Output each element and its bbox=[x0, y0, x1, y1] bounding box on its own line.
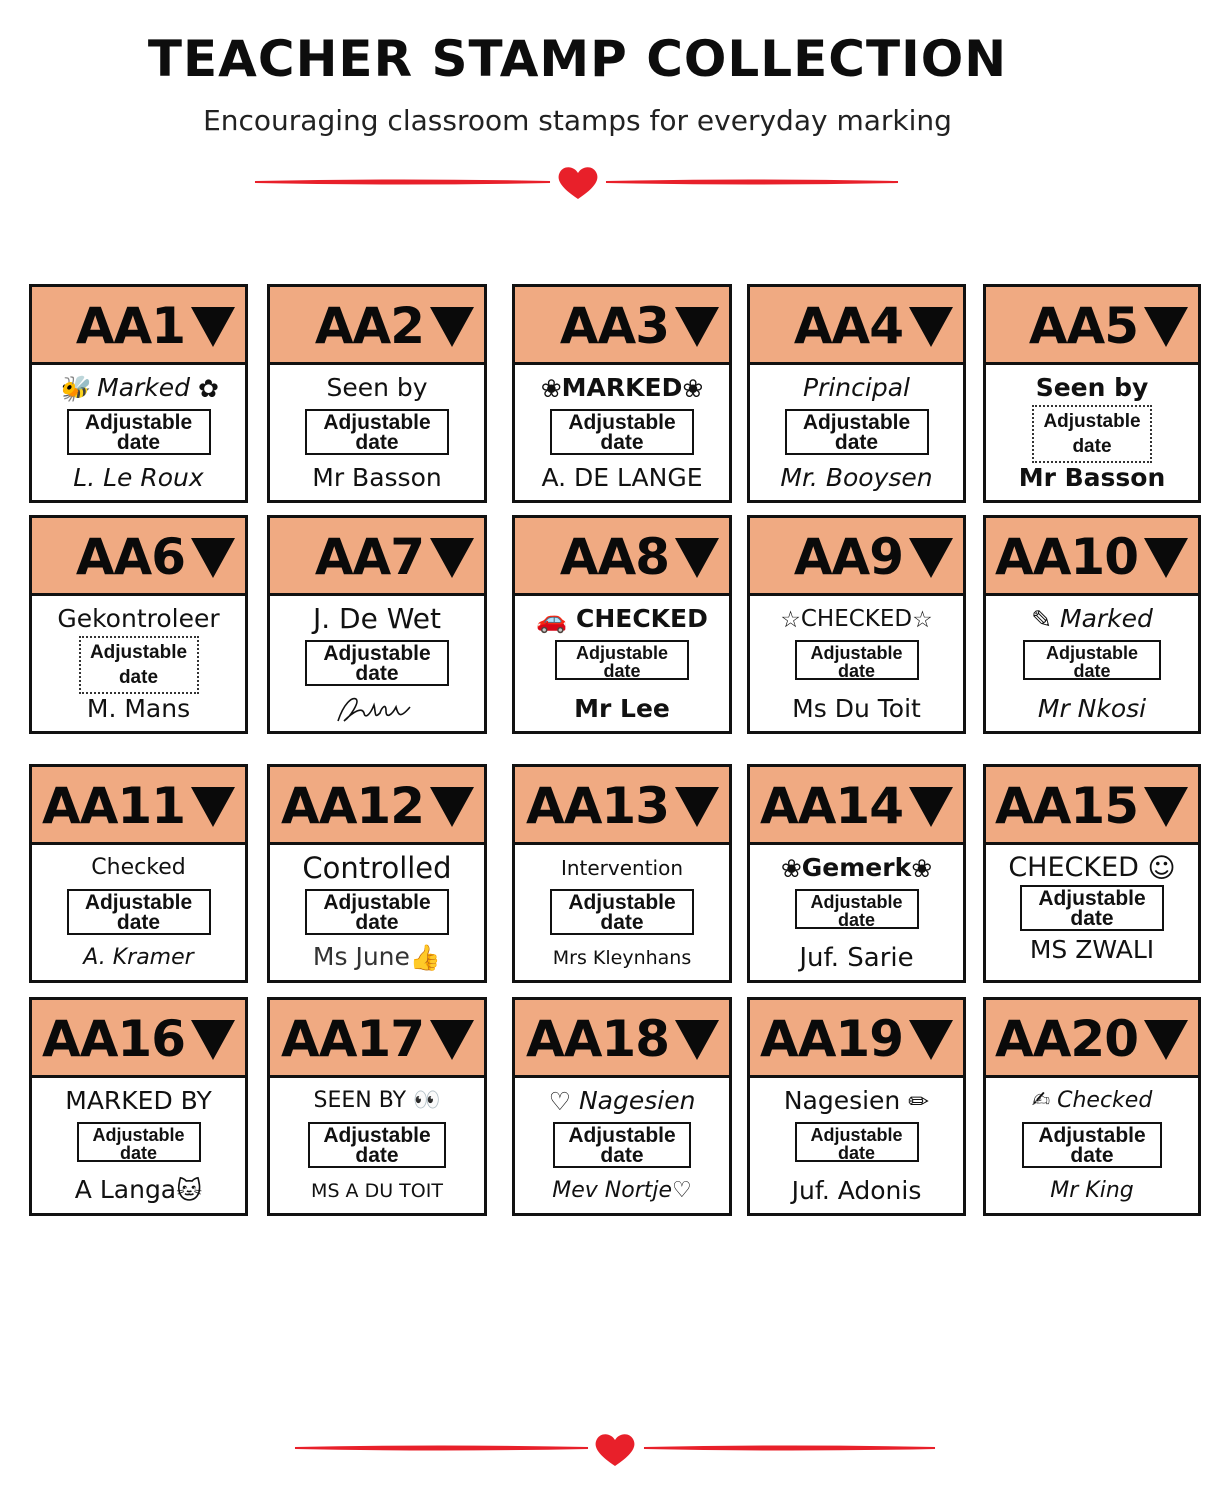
dropdown-triangle-icon bbox=[675, 307, 719, 347]
dropdown-triangle-icon bbox=[191, 307, 235, 347]
stamp-line1: SEEN BY 👀 bbox=[270, 1084, 484, 1118]
stamp-card[interactable] bbox=[512, 764, 732, 983]
stamp-body bbox=[515, 1078, 729, 1213]
stamp-card[interactable] bbox=[747, 515, 966, 734]
date-box: Adjustable date bbox=[67, 409, 211, 455]
stamp-body bbox=[750, 845, 963, 980]
stamp-body bbox=[986, 596, 1198, 731]
stamp-code: AA2 bbox=[314, 297, 424, 355]
stamp-teacher-name: Ms Du Toit bbox=[792, 694, 921, 723]
stamp-card[interactable] bbox=[983, 284, 1201, 503]
stamp-header bbox=[750, 287, 963, 365]
dropdown-triangle-icon bbox=[1144, 307, 1188, 347]
signature-icon bbox=[330, 693, 420, 727]
stamp-code: AA17 bbox=[281, 1010, 424, 1068]
stamp-header bbox=[986, 1000, 1198, 1078]
stamp-code: AA5 bbox=[1028, 297, 1138, 355]
dropdown-triangle-icon bbox=[430, 307, 474, 347]
stamp-header bbox=[270, 287, 484, 365]
stamp-header bbox=[986, 287, 1198, 365]
writing-hand-icon: ✍ bbox=[1031, 1088, 1051, 1113]
abc-icon: ✎ bbox=[1031, 605, 1053, 634]
date-box: Adjustable date bbox=[67, 889, 211, 935]
dropdown-triangle-icon bbox=[909, 307, 953, 347]
star-icon: ☆ bbox=[780, 606, 801, 633]
stamp-teacher-name: Juf. Adonis bbox=[791, 1176, 922, 1205]
stamp-header bbox=[515, 518, 729, 596]
stamp-header bbox=[32, 767, 245, 845]
date-box: Adjustable date bbox=[553, 1122, 691, 1168]
stamp-line1: ✎ Marked bbox=[986, 602, 1198, 637]
dropdown-triangle-icon bbox=[191, 787, 235, 827]
stamp-code: AA20 bbox=[995, 1010, 1138, 1068]
date-box: Adjustable date bbox=[77, 1122, 201, 1162]
stamp-card[interactable] bbox=[983, 515, 1201, 734]
stamp-body bbox=[32, 365, 245, 500]
stamp-teacher-name: A Langa🐱 bbox=[74, 1175, 203, 1205]
date-box: Adjustable date bbox=[1032, 405, 1152, 463]
dropdown-triangle-icon bbox=[430, 787, 474, 827]
hearts-icon: ♡ bbox=[672, 1178, 692, 1203]
stamp-line1: CHECKED ☺ bbox=[1008, 852, 1176, 884]
stamp-line1: Seen by bbox=[326, 373, 428, 402]
stamp-body bbox=[32, 596, 245, 731]
stamp-body bbox=[270, 1078, 484, 1213]
flower-icon: ❀ bbox=[682, 374, 704, 403]
stamp-line1: ✍ Checked bbox=[986, 1084, 1198, 1118]
stamp-code: AA9 bbox=[793, 528, 903, 586]
dropdown-triangle-icon bbox=[1144, 787, 1188, 827]
date-box: Adjustable date bbox=[1023, 640, 1161, 680]
stamp-teacher-name: Mev Nortje♡ bbox=[515, 1175, 729, 1207]
stamp-header bbox=[270, 1000, 484, 1078]
dropdown-triangle-icon bbox=[909, 538, 953, 578]
flower-icon: ✿ bbox=[198, 374, 219, 403]
stamp-teacher-name: MS A DU TOIT bbox=[311, 1180, 443, 1202]
stamp-card[interactable] bbox=[983, 764, 1201, 983]
stamp-line1: Seen by bbox=[1035, 373, 1149, 402]
stamp-body bbox=[986, 1078, 1198, 1213]
flower-icon: ❀ bbox=[780, 854, 802, 883]
stamp-body bbox=[515, 596, 729, 731]
stamp-code: AA7 bbox=[314, 528, 424, 586]
stamp-header bbox=[32, 1000, 245, 1078]
stamp-card[interactable] bbox=[512, 515, 732, 734]
stamp-card[interactable] bbox=[747, 284, 966, 503]
stamp-line1: Intervention bbox=[560, 856, 684, 880]
thumbs-up-icon: 👍 bbox=[409, 943, 442, 972]
stamp-body bbox=[515, 845, 729, 980]
stamp-code: AA16 bbox=[42, 1010, 185, 1068]
date-box: Adjustable date bbox=[305, 889, 449, 935]
date-box: Adjustable date bbox=[550, 409, 694, 455]
date-box: Adjustable date bbox=[305, 409, 449, 455]
stamp-body bbox=[270, 845, 484, 980]
date-box: Adjustable date bbox=[555, 640, 689, 680]
cat-icon: 🐱 bbox=[176, 1176, 203, 1205]
stamp-header bbox=[515, 1000, 729, 1078]
stamp-teacher-name: M. Mans bbox=[86, 694, 191, 723]
stamp-body bbox=[270, 365, 484, 500]
stamp-card[interactable] bbox=[29, 284, 248, 503]
stamp-card[interactable] bbox=[267, 515, 487, 734]
stamp-body bbox=[750, 1078, 963, 1213]
date-box: Adjustable date bbox=[795, 889, 919, 929]
stamp-body bbox=[750, 365, 963, 500]
stamp-body bbox=[986, 845, 1198, 980]
stamp-line1: 🐝 Marked ✿ bbox=[32, 371, 245, 406]
dropdown-triangle-icon bbox=[909, 787, 953, 827]
stamp-code: AA13 bbox=[526, 777, 669, 835]
date-box: Adjustable date bbox=[550, 889, 694, 935]
flower-icon: ❀ bbox=[911, 854, 933, 883]
stamp-code: AA4 bbox=[793, 297, 903, 355]
stamp-line1: MARKED BY bbox=[65, 1086, 212, 1115]
stamp-code: AA3 bbox=[559, 297, 669, 355]
stamp-card[interactable] bbox=[512, 284, 732, 503]
stamp-line1: Checked bbox=[91, 855, 186, 880]
star-icon: ☆ bbox=[912, 606, 933, 633]
stamp-header bbox=[270, 518, 484, 596]
stamp-line1: Controlled bbox=[302, 851, 452, 885]
stamp-body bbox=[750, 596, 963, 731]
stamp-header bbox=[986, 518, 1198, 596]
pencil-ruler-icon: ✏ bbox=[908, 1087, 930, 1116]
dropdown-triangle-icon bbox=[191, 1020, 235, 1060]
stamp-teacher-name: Mr Basson bbox=[1018, 463, 1166, 492]
stamp-code: AA18 bbox=[526, 1010, 669, 1068]
stamp-card[interactable] bbox=[267, 764, 487, 983]
stamp-line1: 🚗 CHECKED bbox=[515, 602, 729, 637]
dropdown-triangle-icon bbox=[430, 1020, 474, 1060]
stamp-line1: ♡ Nagesien bbox=[515, 1084, 729, 1119]
date-box: Adjustable date bbox=[305, 640, 449, 686]
stamp-code: AA15 bbox=[995, 777, 1138, 835]
dropdown-triangle-icon bbox=[909, 1020, 953, 1060]
stamp-card[interactable] bbox=[267, 284, 487, 503]
stamp-body bbox=[270, 596, 484, 731]
stamp-card[interactable] bbox=[747, 764, 966, 983]
stamp-teacher-name: Mr Basson bbox=[312, 463, 442, 492]
page-subtitle: Encouraging classroom stamps for everyday marking bbox=[203, 104, 952, 137]
stamp-body bbox=[515, 365, 729, 500]
date-box: Adjustable date bbox=[795, 1122, 919, 1162]
page-title: TEACHER STAMP COLLECTION bbox=[147, 30, 1008, 88]
stamp-teacher-name: Mr King bbox=[1050, 1178, 1134, 1203]
stamp-body bbox=[32, 1078, 245, 1213]
stamp-header bbox=[750, 767, 963, 845]
hearts-icon: ♡ bbox=[548, 1087, 571, 1116]
stamp-code: AA10 bbox=[995, 528, 1138, 586]
stamp-body bbox=[986, 365, 1198, 500]
dropdown-triangle-icon bbox=[430, 538, 474, 578]
stamp-code: AA1 bbox=[75, 297, 185, 355]
dropdown-triangle-icon bbox=[191, 538, 235, 578]
stamp-line1: Nagesien ✏ bbox=[750, 1084, 963, 1119]
stamp-header bbox=[270, 767, 484, 845]
stamp-card[interactable] bbox=[747, 997, 966, 1216]
stamp-header bbox=[515, 767, 729, 845]
dropdown-triangle-icon bbox=[675, 538, 719, 578]
dropdown-triangle-icon bbox=[675, 787, 719, 827]
stamp-code: AA11 bbox=[42, 777, 185, 835]
stamp-teacher-name: Mrs Kleynhans bbox=[552, 947, 692, 969]
stamp-card[interactable] bbox=[29, 515, 248, 734]
stamp-teacher-name: Mr Nkosi bbox=[1037, 694, 1147, 723]
dropdown-triangle-icon bbox=[1144, 1020, 1188, 1060]
stamp-teacher-name: Juf. Sarie bbox=[799, 943, 914, 973]
date-box: Adjustable date bbox=[795, 640, 919, 680]
date-box: Adjustable date bbox=[308, 1122, 446, 1168]
stamp-header bbox=[515, 287, 729, 365]
dropdown-triangle-icon bbox=[675, 1020, 719, 1060]
stamp-teacher-name: A. DE LANGE bbox=[541, 463, 703, 492]
date-box: Adjustable date bbox=[785, 409, 929, 455]
stamp-line1: ☆CHECKED☆ bbox=[750, 602, 963, 637]
smiley-icon: ☺ bbox=[1147, 852, 1176, 884]
stamp-code: AA14 bbox=[760, 777, 903, 835]
stamp-card[interactable] bbox=[267, 997, 487, 1216]
stamp-line1: ❀MARKED❀ bbox=[515, 371, 729, 406]
stamp-teacher-name: Ms June👍 bbox=[312, 942, 442, 972]
stamp-card[interactable] bbox=[983, 997, 1201, 1216]
stamp-body bbox=[32, 845, 245, 980]
stamp-card[interactable] bbox=[29, 997, 248, 1216]
stamp-code: AA12 bbox=[281, 777, 424, 835]
date-box: Adjustable date bbox=[79, 636, 199, 694]
bee-icon: 🐝 bbox=[58, 374, 90, 403]
stamp-header bbox=[986, 767, 1198, 845]
stamp-header bbox=[750, 1000, 963, 1078]
stamp-header bbox=[32, 287, 245, 365]
eyes-icon: 👀 bbox=[413, 1088, 441, 1113]
stamp-teacher-name: Mr. Booysen bbox=[780, 463, 933, 492]
stamp-code: AA19 bbox=[760, 1010, 903, 1068]
stamp-header bbox=[750, 518, 963, 596]
stamp-teacher-name: A. Kramer bbox=[83, 945, 194, 970]
stamp-code: AA8 bbox=[559, 528, 669, 586]
car-icon: 🚗 bbox=[536, 605, 568, 634]
stamp-line1: Principal bbox=[803, 373, 910, 402]
stamp-teacher-name: MS ZWALI bbox=[1029, 935, 1155, 964]
stamp-teacher-name: L. Le Roux bbox=[73, 463, 204, 492]
stamp-header bbox=[32, 518, 245, 596]
stamp-card[interactable] bbox=[512, 997, 732, 1216]
dropdown-triangle-icon bbox=[1144, 538, 1188, 578]
stamp-teacher-name: Mr Lee bbox=[574, 694, 670, 723]
stamp-code: AA6 bbox=[75, 528, 185, 586]
stamp-card[interactable] bbox=[29, 764, 248, 983]
stamp-line1: Gekontroleer bbox=[57, 604, 220, 633]
date-box: Adjustable date bbox=[1020, 885, 1164, 931]
date-box: Adjustable date bbox=[1022, 1122, 1162, 1168]
stamp-line1: ❀Gemerk❀ bbox=[750, 851, 963, 886]
stamp-line1: J. De Wet bbox=[313, 602, 441, 635]
flower-icon: ❀ bbox=[540, 374, 562, 403]
